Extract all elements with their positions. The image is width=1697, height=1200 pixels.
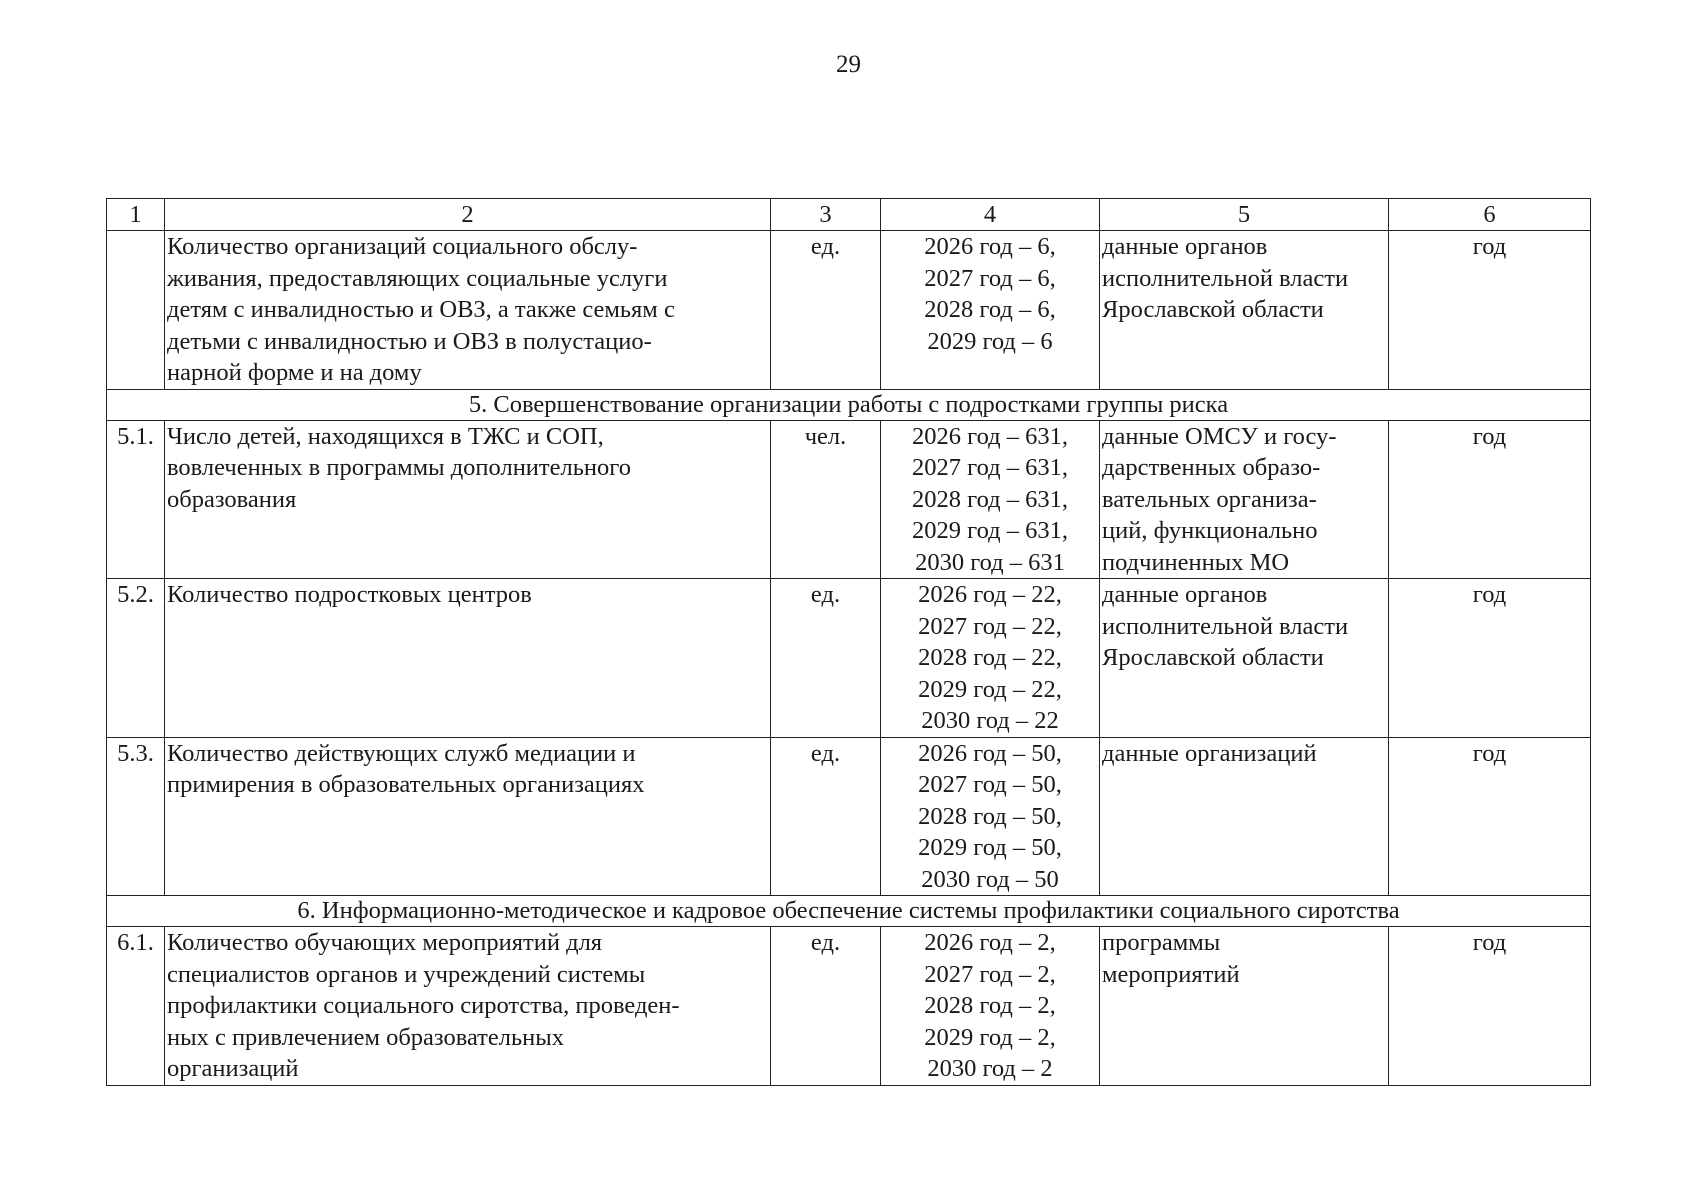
data-source: [1100, 231, 1389, 390]
target-values-line: 2029 год – 50,: [918, 834, 1062, 861]
indicator-name-line: Количество подростковых центров: [167, 581, 532, 608]
item-number: [107, 231, 165, 390]
indicator-name: [165, 231, 771, 390]
table-header-row: [107, 199, 1591, 231]
indicator-name: [165, 420, 771, 579]
data-source-line: ций, функционально: [1102, 517, 1318, 544]
data-source-line: Ярославской области: [1102, 296, 1324, 323]
target-values: [881, 231, 1100, 390]
section-title: 6. Информационно-методическое и кадровое обеспечение системы профилактики социального сиротства: [107, 896, 1591, 927]
table-row: [107, 927, 1591, 1086]
target-values-line: 2030 год – 2: [927, 1055, 1053, 1082]
indicator-name-line: вовлеченных в программы дополнительного: [167, 454, 631, 481]
unit-cell: ед.: [771, 579, 881, 738]
target-values: [881, 420, 1100, 579]
period-cell: год: [1389, 231, 1591, 390]
indicator-name-line: Количество действующих служб медиации и: [167, 739, 636, 767]
indicator-name-line: нарной форме и на дому: [167, 359, 422, 386]
data-source-line: исполнительной власти: [1102, 612, 1349, 640]
header-cell-6: 6: [1389, 199, 1591, 231]
target-values-line: 2028 год – 6,: [924, 296, 1056, 323]
target-values-line: 2027 год – 50,: [918, 771, 1062, 798]
target-values-line: 2026 год – 22,: [918, 581, 1062, 608]
indicator-name: [165, 737, 771, 896]
data-source-line: данные органов: [1102, 581, 1268, 608]
item-number: 5.3.: [107, 737, 165, 896]
table-row: [107, 737, 1591, 896]
indicator-name-line: детьми с инвалидностью и ОВЗ в полустацио-: [167, 327, 652, 355]
unit-cell: чел.: [771, 420, 881, 579]
data-source: [1100, 927, 1389, 1086]
target-values-line: 2026 год – 631,: [912, 422, 1068, 450]
data-source-line: данные организаций: [1102, 739, 1317, 767]
data-source: [1100, 579, 1389, 738]
unit-cell: ед.: [771, 231, 881, 390]
target-values-line: 2028 год – 50,: [918, 802, 1062, 830]
target-values-line: 2030 год – 50: [921, 865, 1059, 893]
data-source-line: программы: [1102, 929, 1221, 956]
target-values: [881, 579, 1100, 738]
period-cell: год: [1389, 420, 1591, 579]
target-values-line: 2028 год – 2,: [924, 992, 1056, 1019]
indicator-name-line: специалистов органов и учреждений системы: [167, 960, 646, 988]
header-cell-2: 2: [165, 199, 771, 231]
header-cell-4: 4: [881, 199, 1100, 231]
data-source-line: подчиненных МО: [1102, 548, 1290, 576]
target-values-line: 2027 год – 6,: [924, 264, 1056, 292]
table-body: [107, 199, 1591, 1086]
indicator-name-line: Количество обучающих мероприятий для: [167, 929, 603, 956]
table-row: [107, 231, 1591, 390]
item-number: 6.1.: [107, 927, 165, 1086]
indicator-name-line: живания, предоставляющих социальные услуги: [167, 264, 668, 292]
target-values-line: 2026 год – 50,: [918, 739, 1062, 767]
target-values-line: 2027 год – 22,: [918, 612, 1062, 640]
target-values: [881, 927, 1100, 1086]
indicator-name-line: образования: [167, 485, 297, 513]
indicator-name-line: детям с инвалидностью и ОВЗ, а также семьям с: [167, 296, 675, 323]
item-number: 5.1.: [107, 420, 165, 579]
section-row: [107, 896, 1591, 927]
target-values-line: 2028 год – 22,: [918, 644, 1062, 671]
unit-cell: ед.: [771, 927, 881, 1086]
indicator-name: [165, 579, 771, 738]
data-source-line: дарственных образо-: [1102, 454, 1321, 481]
indicator-name-line: организаций: [167, 1055, 299, 1082]
indicator-name-line: Количество организаций социального обслу-: [167, 233, 638, 260]
data-source-line: данные органов: [1102, 233, 1268, 260]
header-cell-3: 3: [771, 199, 881, 231]
data-source-line: исполнительной власти: [1102, 264, 1349, 292]
data-source: [1100, 420, 1389, 579]
indicator-name-line: Число детей, находящихся в ТЖС и СОП,: [167, 422, 604, 450]
target-values-line: 2029 год – 2,: [924, 1023, 1056, 1051]
section-title: 5. Совершенствование организации работы с подростками группы риска: [107, 389, 1591, 420]
target-values-line: 2027 год – 631,: [912, 454, 1068, 481]
data-source-line: вательных организа-: [1102, 485, 1317, 513]
target-values-line: 2029 год – 6: [927, 327, 1053, 355]
indicator-name-line: примирения в образовательных организациях: [167, 771, 645, 798]
period-cell: год: [1389, 737, 1591, 896]
indicator-name: [165, 927, 771, 1086]
target-values-line: 2028 год – 631,: [912, 485, 1068, 513]
target-values-line: 2029 год – 631,: [912, 517, 1068, 544]
data-source: [1100, 737, 1389, 896]
data-source-line: данные ОМСУ и госу-: [1102, 422, 1337, 450]
target-values-line: 2030 год – 631: [915, 548, 1065, 576]
page-number: 29: [836, 51, 861, 78]
target-values-line: 2030 год – 22: [921, 707, 1059, 734]
indicator-name-line: ных с привлечением образовательных: [167, 1023, 564, 1051]
target-values-line: 2026 год – 6,: [924, 233, 1056, 260]
indicators-table: [106, 198, 1591, 1086]
period-cell: год: [1389, 579, 1591, 738]
indicator-name-line: профилактики социального сиротства, проведен-: [167, 992, 680, 1019]
target-values-line: 2029 год – 22,: [918, 675, 1062, 703]
data-source-line: Ярославской области: [1102, 644, 1324, 671]
header-cell-1: 1: [107, 199, 165, 231]
target-values-line: 2026 год – 2,: [924, 929, 1056, 956]
period-cell: год: [1389, 927, 1591, 1086]
data-source-line: мероприятий: [1102, 960, 1240, 988]
target-values-line: 2027 год – 2,: [924, 960, 1056, 988]
header-cell-5: 5: [1100, 199, 1389, 231]
target-values: [881, 737, 1100, 896]
table-row: [107, 579, 1591, 738]
table-row: [107, 420, 1591, 579]
section-row: [107, 389, 1591, 420]
unit-cell: ед.: [771, 737, 881, 896]
item-number: 5.2.: [107, 579, 165, 738]
